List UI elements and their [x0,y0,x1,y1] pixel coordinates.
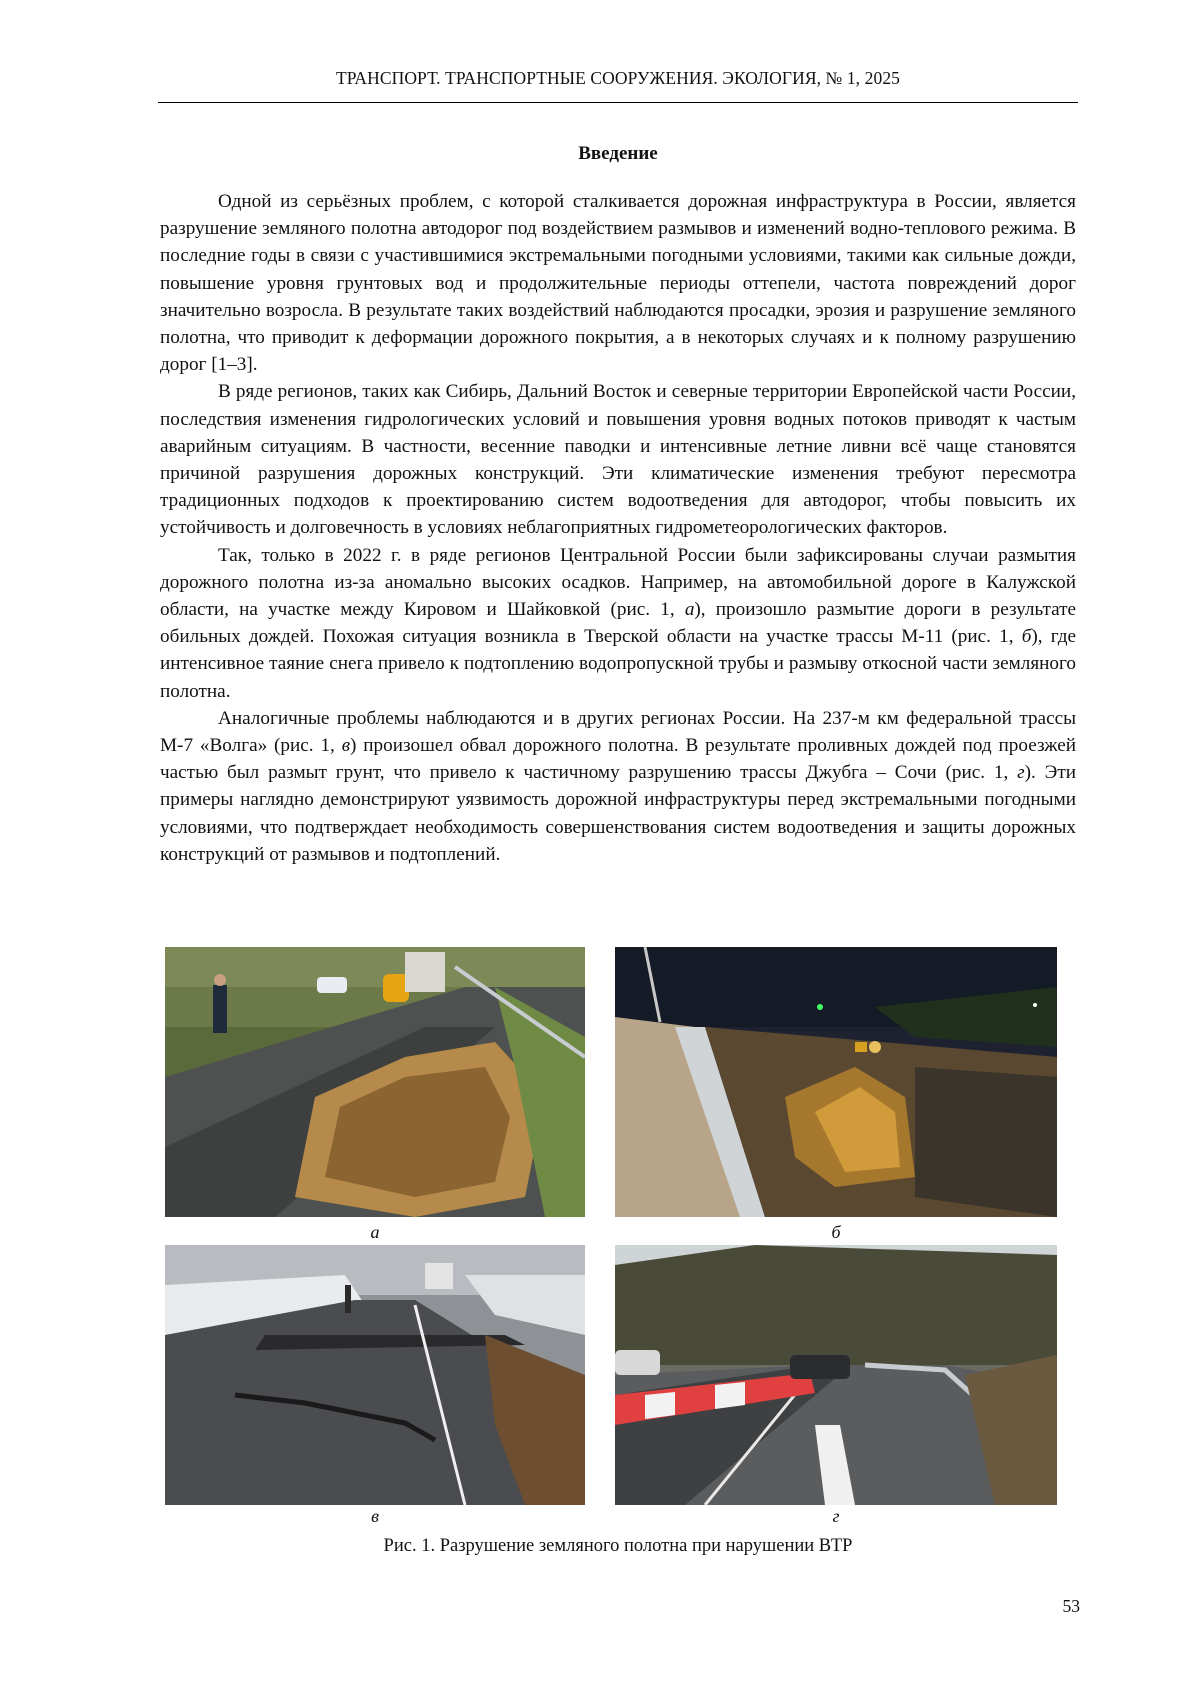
page-number: 53 [1062,1596,1080,1616]
figure-caption: Рис. 1. Разрушение земляного полотна при нарушении ВТР [383,1536,853,1556]
paragraph-1: Одной из серьёзных проблем, с которой сталкивается дорожная инфраструктура в России, является разрушение земляного полотна автодорог под воздействием размывов и изменений водно-теплового режима. В последние годы в связи с участившимися экстремальными погодными условиями, такими как сильные дожди, повышение уровня грунтовых вод и продолжительные периоды оттепели, частота повреждений дорог значительно возросла. В результате таких воздействий наблюдаются просадки, эрозия и разрушение земляного полотна, что приводит к деформации дорожного покрытия, а в некоторых случаях и к полному разрушению дорог [1–3]. [160,191,1076,376]
paragraph-4-text-a: Аналогичные проблемы наблюдаются и в других регионах России. На 237-м км федеральной трассы М-7 «Волга» (рис. 1, [160,707,1076,757]
photo-a-road-washout [165,947,585,1217]
header-rule [158,102,1078,103]
paragraph-3-text-c: ), где интенсивное таяние снега привело к подтоплению водопропускной трубы и размыву откосной части земляного полотна. [160,626,1076,702]
figure-ref-b: б [1021,626,1032,648]
paragraph-3-text-a: Так, только в 2022 г. в ряде регионов Центральной России были зафиксированы случаи размытия дорожного полотна из-за аномально высоких осадков. Например, на автомобильной дороге в Калужской области, на участке между Кировом и Шайковкой (рис. 1, [160,544,1076,621]
figure-ref-v: в [341,735,351,757]
figure-ref-g: г [1017,762,1025,784]
section-title: Введение [578,143,658,164]
paragraph-4 [160,705,1076,868]
photo-g-collapsed-road-barriers [615,1245,1057,1505]
body-text [160,188,1076,868]
paragraph-2: В ряде регионов, таких как Сибирь, Дальний Восток и северные территории Европейской части России, последствия изменения гидрологических условий и повышения уровня водных потоков приводят к частым аварийным ситуациям. В частности, весенние паводки и интенсивные летние ливни всё чаще становятся причиной разрушения дорожных конструкций. Эти климатические изменения требуют пересмотра традиционных подходов к проектированию систем водоотведения для автодорог, чтобы повысить их устойчивость и долговечность в условиях неблагоприятных гидрометеорологических факторов. [160,381,1076,539]
figure-label-v: в [371,1506,379,1526]
figure-label-b: б [831,1222,841,1242]
running-header: ТРАНСПОРТ. ТРАНСПОРТНЫЕ СООРУЖЕНИЯ. ЭКОЛОГИЯ, № 1, 2025 [335,68,901,88]
paragraph-4-text-c: ). Эти примеры наглядно демонстрируют уязвимость дорожной инфраструктуры перед экстремальными погодными условиями, что подтверждает необходимость совершенствования систем водоотведения и защиты дорожных конструкций от размывов и подтоплений. [160,762,1076,865]
paragraph-3-text-b: ), произошло размытие дороги в результате обильных дождей. Похожая ситуация возникла в Тверской области на участке трассы М-11 (рис. 1, [160,599,1077,648]
figure-ref-a: а [684,599,695,621]
paragraph-4-text-b: ) произошел обвал дорожного полотна. В результате проливных дождей под проезжей частью был размыт грунт, что привело к частичному разрушению трассы Джубга – Сочи (рис. 1, [160,735,1076,784]
figure-label-a: а [370,1222,380,1242]
paragraph-3 [160,542,1076,705]
figure-label-g: г [832,1506,840,1526]
photo-b-night-slope-washout [615,947,1057,1217]
photo-v-cracked-highway [165,1245,585,1505]
